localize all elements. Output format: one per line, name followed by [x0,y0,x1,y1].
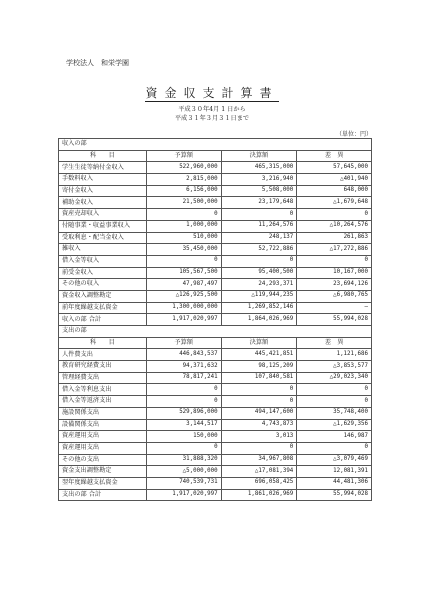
item-label: 資産運用支出 [59,442,147,454]
period-to: 平成３１年３月３１日まで [174,115,250,122]
budget-value: 0 [146,209,221,221]
difference-value: 0 [297,209,372,221]
table-row [59,466,372,478]
actual-value: 3,013 [221,431,297,443]
table-row [59,361,372,373]
income-header-row [59,150,372,162]
difference-value: 12,081,391 [297,466,372,478]
budget-value: 2,815,000 [146,174,221,186]
difference-value: 10,167,000 [297,267,372,279]
budget-value: 21,500,000 [146,197,221,209]
item-label: 資産運用支出 [59,431,147,443]
budget-value: 31,888,320 [146,454,221,466]
budget-value: 0 [146,396,221,408]
total-label: 収入の部 合計 [59,314,147,326]
actual-value: 465,315,000 [221,162,297,174]
actual-value: 0 [221,255,297,267]
item-label: 前年度繰越支払資金 [59,302,147,314]
column-header: 差 異 [297,337,372,349]
income-total-row [59,314,372,326]
document-title [0,84,424,101]
total-difference: 55,994,028 [297,314,372,326]
item-label: 資金支出調整勘定 [59,466,147,478]
difference-value: △3,079,469 [297,454,372,466]
actual-value: 34,967,808 [221,454,297,466]
column-header: 科 目 [59,150,147,162]
actual-value: 445,421,851 [221,349,297,361]
table-row [59,349,372,361]
total-label: 支出の部 合計 [59,489,147,501]
difference-value: 0 [297,396,372,408]
empty-cell [146,139,221,151]
table-row [59,407,372,419]
budget-value: 47,987,497 [146,279,221,291]
budget-value: 1,000,000 [146,220,221,232]
difference-value: 23,694,126 [297,279,372,291]
item-label: その他の収入 [59,279,147,291]
table-row [59,244,372,256]
difference-value: 35,748,400 [297,407,372,419]
actual-value: 52,722,886 [221,244,297,256]
column-header: 予算額 [146,150,221,162]
table-row [59,290,372,302]
total-difference: 55,994,028 [297,489,372,501]
period-from: 平成３０年4月 1 日から [178,106,246,113]
table-row [59,279,372,291]
budget-value: 0 [146,384,221,396]
item-label: 管理経費支出 [59,372,147,384]
organization-name: 学校法人 和栄学園 [66,59,129,67]
actual-value: 4,743,873 [221,419,297,431]
actual-value: 107,840,581 [221,372,297,384]
difference-value: 146,987 [297,431,372,443]
table-row [59,372,372,384]
difference-value: 0 [297,384,372,396]
actual-value: 696,058,425 [221,477,297,489]
item-label: 設備関係支出 [59,419,147,431]
budget-value: 6,156,000 [146,185,221,197]
item-label: 付随事業・収益事業収入 [59,220,147,232]
budget-value: 35,450,000 [146,244,221,256]
budget-value: 0 [146,442,221,454]
table-row [59,419,372,431]
table-row [59,197,372,209]
budget-value: 522,960,000 [146,162,221,174]
actual-value: 0 [221,396,297,408]
difference-value: ― [297,302,372,314]
expense-section-row [59,326,372,338]
budget-value: △5,000,000 [146,466,221,478]
table-row [59,220,372,232]
column-header: 差 異 [297,150,372,162]
budget-value: 150,000 [146,431,221,443]
difference-value: 1,121,686 [297,349,372,361]
difference-value: △1,679,648 [297,197,372,209]
item-label: 翌年度繰越支払資金 [59,477,147,489]
item-label: 雑収入 [59,244,147,256]
document-title-text: 資金収支計算書 [145,86,279,100]
item-label: 借入金等返済支出 [59,396,147,408]
actual-value: 0 [221,442,297,454]
empty-cell [146,326,221,338]
income-section-label: 収入の部 [59,139,147,151]
difference-value: 57,645,000 [297,162,372,174]
item-label: その他の支出 [59,454,147,466]
item-label: 寄付金収入 [59,185,147,197]
difference-value: 0 [297,442,372,454]
table-row [59,267,372,279]
total-actual: 1,864,026,969 [221,314,297,326]
budget-value: 105,567,500 [146,267,221,279]
column-header: 科 目 [59,337,147,349]
table-row [59,162,372,174]
budget-value: 1,300,000,000 [146,302,221,314]
actual-value: △17,081,394 [221,466,297,478]
item-label: 学生生徒等納付金収入 [59,162,147,174]
item-label: 借入金等収入 [59,255,147,267]
actual-value: 11,264,576 [221,220,297,232]
actual-value: 5,508,000 [221,185,297,197]
actual-value: 0 [221,384,297,396]
table-row [59,384,372,396]
item-label: 資金収入調整勘定 [59,290,147,302]
empty-cell [297,139,372,151]
total-budget: 1,917,020,997 [146,489,221,501]
item-label: 施設関係支出 [59,407,147,419]
item-label: 補助金収入 [59,197,147,209]
actual-value: 3,216,940 [221,174,297,186]
budget-value: 510,000 [146,232,221,244]
budget-value: 94,371,632 [146,361,221,373]
difference-value: △6,980,765 [297,290,372,302]
table-row [59,302,372,314]
difference-value: △401,940 [297,174,372,186]
actual-value: 1,269,852,146 [221,302,297,314]
expense-header-row [59,337,372,349]
table-row [59,174,372,186]
table-row [59,255,372,267]
item-label: 借入金等利息支出 [59,384,147,396]
difference-value: △17,272,886 [297,244,372,256]
item-label: 人件費支出 [59,349,147,361]
actual-value: 248,137 [221,232,297,244]
table-row [59,209,372,221]
actual-value: 494,147,600 [221,407,297,419]
table-row [59,477,372,489]
budget-value: 740,539,731 [146,477,221,489]
item-label: 前受金収入 [59,267,147,279]
actual-value: 24,293,371 [221,279,297,291]
column-header: 予算額 [146,337,221,349]
item-label: 教育研究経費支出 [59,361,147,373]
expense-section-label: 支出の部 [59,326,147,338]
actual-value: 98,125,209 [221,361,297,373]
difference-value: 648,000 [297,185,372,197]
budget-value: 3,144,517 [146,419,221,431]
total-actual: 1,861,026,969 [221,489,297,501]
budget-value: 0 [146,255,221,267]
table-row [59,232,372,244]
difference-value: △10,264,576 [297,220,372,232]
table-row [59,396,372,408]
budget-value: △126,925,500 [146,290,221,302]
column-header: 決算額 [221,337,297,349]
actual-value: 95,400,500 [221,267,297,279]
budget-value: 78,817,241 [146,372,221,384]
difference-value: 261,863 [297,232,372,244]
column-header: 決算額 [221,150,297,162]
income-section-row [59,139,372,151]
table-row [59,431,372,443]
empty-cell [221,326,297,338]
table-row [59,185,372,197]
difference-value: 0 [297,255,372,267]
item-label: 資産売却収入 [59,209,147,221]
empty-cell [221,139,297,151]
difference-value: △1,629,356 [297,419,372,431]
expense-total-row [59,489,372,501]
item-label: 手数料収入 [59,174,147,186]
actual-value: 23,179,648 [221,197,297,209]
actual-value: 0 [221,209,297,221]
budget-value: 446,843,537 [146,349,221,361]
item-label: 受取利息・配当金収入 [59,232,147,244]
total-budget: 1,917,020,997 [146,314,221,326]
empty-cell [297,326,372,338]
cash-flow-table [58,138,372,501]
difference-value: △29,023,340 [297,372,372,384]
unit-label: （単位：円） [335,131,372,138]
difference-value: △3,853,577 [297,361,372,373]
actual-value: △119,944,235 [221,290,297,302]
table-row [59,442,372,454]
table-row [59,454,372,466]
budget-value: 529,896,000 [146,407,221,419]
difference-value: 44,481,306 [297,477,372,489]
